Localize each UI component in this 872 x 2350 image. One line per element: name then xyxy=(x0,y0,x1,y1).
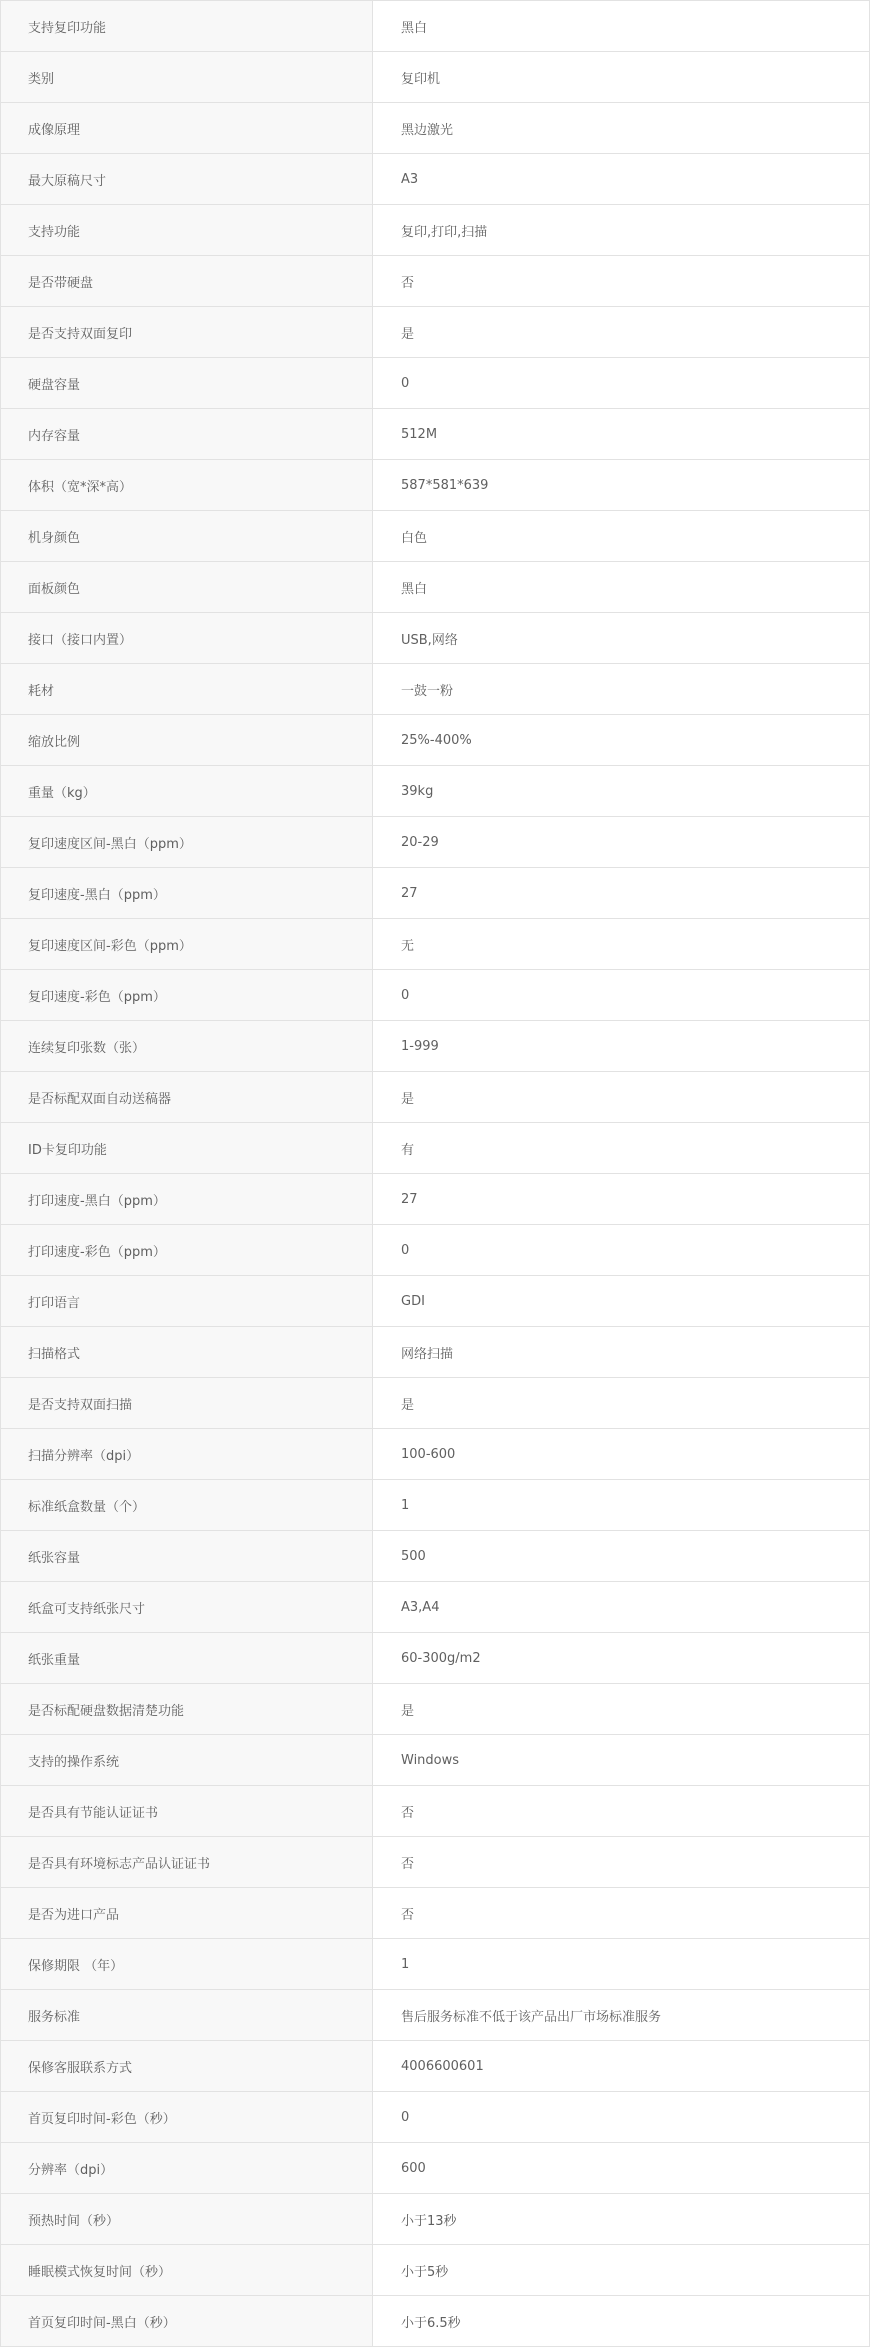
spec-row xyxy=(1,817,870,868)
spec-row xyxy=(1,1939,870,1990)
spec-value-cell: 1-999 xyxy=(373,1021,870,1072)
spec-name-cell: 扫描分辨率（dpi） xyxy=(1,1429,373,1480)
spec-row xyxy=(1,154,870,205)
spec-value-cell: 小于13秒 xyxy=(373,2194,870,2245)
spec-row xyxy=(1,1990,870,2041)
spec-name-cell: 支持功能 xyxy=(1,205,373,256)
spec-value-cell: 黑白 xyxy=(373,562,870,613)
spec-row xyxy=(1,1,870,52)
spec-name-cell: 是否具有环境标志产品认证证书 xyxy=(1,1837,373,1888)
spec-row xyxy=(1,511,870,562)
spec-row xyxy=(1,1633,870,1684)
spec-value-cell: 512M xyxy=(373,409,870,460)
spec-row xyxy=(1,1021,870,1072)
spec-row xyxy=(1,1837,870,1888)
spec-value-cell: 是 xyxy=(373,307,870,358)
spec-row xyxy=(1,256,870,307)
spec-row xyxy=(1,358,870,409)
spec-row xyxy=(1,970,870,1021)
spec-row xyxy=(1,1429,870,1480)
spec-value-cell: Windows xyxy=(373,1735,870,1786)
spec-row xyxy=(1,1582,870,1633)
spec-name-cell: 是否为进口产品 xyxy=(1,1888,373,1939)
spec-value-cell: 0 xyxy=(373,1225,870,1276)
spec-name-cell: 最大原稿尺寸 xyxy=(1,154,373,205)
spec-name-cell: 是否带硬盘 xyxy=(1,256,373,307)
spec-name-cell: 分辨率（dpi） xyxy=(1,2143,373,2194)
spec-value-cell: 售后服务标准不低于该产品出厂市场标准服务 xyxy=(373,1990,870,2041)
spec-row xyxy=(1,1327,870,1378)
spec-name-cell: 服务标准 xyxy=(1,1990,373,2041)
spec-row xyxy=(1,409,870,460)
spec-name-cell: 复印速度-彩色（ppm） xyxy=(1,970,373,1021)
spec-name-cell: 保修客服联系方式 xyxy=(1,2041,373,2092)
spec-row xyxy=(1,1378,870,1429)
spec-name-cell: 纸张重量 xyxy=(1,1633,373,1684)
spec-value-cell: 27 xyxy=(373,868,870,919)
spec-name-cell: 打印语言 xyxy=(1,1276,373,1327)
spec-name-cell: ID卡复印功能 xyxy=(1,1123,373,1174)
spec-name-cell: 类别 xyxy=(1,52,373,103)
spec-value-cell: 否 xyxy=(373,1786,870,1837)
spec-row xyxy=(1,1072,870,1123)
spec-value-cell: 0 xyxy=(373,358,870,409)
spec-row xyxy=(1,2194,870,2245)
spec-name-cell: 复印速度区间-彩色（ppm） xyxy=(1,919,373,970)
spec-value-cell: 100-600 xyxy=(373,1429,870,1480)
spec-row xyxy=(1,1123,870,1174)
spec-name-cell: 打印速度-彩色（ppm） xyxy=(1,1225,373,1276)
spec-row xyxy=(1,1735,870,1786)
spec-value-cell: 否 xyxy=(373,1837,870,1888)
spec-value-cell: 0 xyxy=(373,2092,870,2143)
spec-value-cell: 4006600601 xyxy=(373,2041,870,2092)
spec-value-cell: 无 xyxy=(373,919,870,970)
spec-row xyxy=(1,205,870,256)
spec-name-cell: 支持的操作系统 xyxy=(1,1735,373,1786)
spec-value-cell: A3,A4 xyxy=(373,1582,870,1633)
spec-value-cell: 600 xyxy=(373,2143,870,2194)
spec-value-cell: 25%-400% xyxy=(373,715,870,766)
spec-row xyxy=(1,613,870,664)
spec-row xyxy=(1,664,870,715)
spec-value-cell: 60-300g/m2 xyxy=(373,1633,870,1684)
spec-name-cell: 复印速度区间-黑白（ppm） xyxy=(1,817,373,868)
spec-name-cell: 体积（宽*深*高） xyxy=(1,460,373,511)
spec-name-cell: 内存容量 xyxy=(1,409,373,460)
spec-row xyxy=(1,1276,870,1327)
spec-name-cell: 连续复印张数（张） xyxy=(1,1021,373,1072)
spec-value-cell: 500 xyxy=(373,1531,870,1582)
spec-row xyxy=(1,1684,870,1735)
spec-name-cell: 睡眠模式恢复时间（秒） xyxy=(1,2245,373,2296)
spec-row xyxy=(1,103,870,154)
spec-name-cell: 打印速度-黑白（ppm） xyxy=(1,1174,373,1225)
spec-row xyxy=(1,919,870,970)
spec-name-cell: 标准纸盒数量（个） xyxy=(1,1480,373,1531)
spec-name-cell: 硬盘容量 xyxy=(1,358,373,409)
spec-row xyxy=(1,562,870,613)
spec-value-cell: 小于6.5秒 xyxy=(373,2296,870,2347)
spec-value-cell: USB,网络 xyxy=(373,613,870,664)
spec-name-cell: 接口（接口内置） xyxy=(1,613,373,664)
spec-value-cell: 否 xyxy=(373,1888,870,1939)
spec-name-cell: 预热时间（秒） xyxy=(1,2194,373,2245)
spec-row xyxy=(1,2143,870,2194)
spec-row xyxy=(1,1531,870,1582)
spec-row xyxy=(1,2245,870,2296)
spec-name-cell: 重量（kg） xyxy=(1,766,373,817)
spec-value-cell: 587*581*639 xyxy=(373,460,870,511)
spec-row xyxy=(1,1480,870,1531)
spec-row xyxy=(1,52,870,103)
spec-name-cell: 纸张容量 xyxy=(1,1531,373,1582)
spec-name-cell: 面板颜色 xyxy=(1,562,373,613)
spec-name-cell: 成像原理 xyxy=(1,103,373,154)
spec-value-cell: 39kg xyxy=(373,766,870,817)
spec-name-cell: 保修期限 （年） xyxy=(1,1939,373,1990)
spec-row xyxy=(1,1174,870,1225)
spec-row xyxy=(1,868,870,919)
spec-value-cell: 黑边激光 xyxy=(373,103,870,154)
spec-name-cell: 是否支持双面复印 xyxy=(1,307,373,358)
spec-value-cell: 黑白 xyxy=(373,1,870,52)
spec-name-cell: 是否标配双面自动送稿器 xyxy=(1,1072,373,1123)
spec-value-cell: 是 xyxy=(373,1072,870,1123)
spec-value-cell: 有 xyxy=(373,1123,870,1174)
spec-name-cell: 机身颜色 xyxy=(1,511,373,562)
spec-value-cell: 是 xyxy=(373,1378,870,1429)
spec-value-cell: 20-29 xyxy=(373,817,870,868)
spec-value-cell: 1 xyxy=(373,1939,870,1990)
spec-name-cell: 是否支持双面扫描 xyxy=(1,1378,373,1429)
spec-name-cell: 首页复印时间-彩色（秒） xyxy=(1,2092,373,2143)
spec-row xyxy=(1,2092,870,2143)
spec-value-cell: 复印机 xyxy=(373,52,870,103)
spec-value-cell: 27 xyxy=(373,1174,870,1225)
spec-name-cell: 耗材 xyxy=(1,664,373,715)
spec-value-cell: 小于5秒 xyxy=(373,2245,870,2296)
spec-value-cell: 复印,打印,扫描 xyxy=(373,205,870,256)
spec-name-cell: 扫描格式 xyxy=(1,1327,373,1378)
spec-value-cell: 白色 xyxy=(373,511,870,562)
spec-name-cell: 纸盒可支持纸张尺寸 xyxy=(1,1582,373,1633)
spec-name-cell: 复印速度-黑白（ppm） xyxy=(1,868,373,919)
spec-row xyxy=(1,1888,870,1939)
spec-value-cell: 一鼓一粉 xyxy=(373,664,870,715)
spec-value-cell: 是 xyxy=(373,1684,870,1735)
spec-name-cell: 支持复印功能 xyxy=(1,1,373,52)
spec-row xyxy=(1,2041,870,2092)
spec-name-cell: 缩放比例 xyxy=(1,715,373,766)
spec-value-cell: 0 xyxy=(373,970,870,1021)
spec-row xyxy=(1,307,870,358)
spec-row xyxy=(1,2296,870,2347)
spec-row xyxy=(1,715,870,766)
spec-value-cell: A3 xyxy=(373,154,870,205)
spec-table-body xyxy=(1,1,870,2347)
spec-row xyxy=(1,766,870,817)
spec-row xyxy=(1,460,870,511)
spec-value-cell: 网络扫描 xyxy=(373,1327,870,1378)
spec-row xyxy=(1,1786,870,1837)
spec-row xyxy=(1,1225,870,1276)
spec-name-cell: 首页复印时间-黑白（秒） xyxy=(1,2296,373,2347)
spec-name-cell: 是否标配硬盘数据清楚功能 xyxy=(1,1684,373,1735)
spec-value-cell: 否 xyxy=(373,256,870,307)
spec-value-cell: GDI xyxy=(373,1276,870,1327)
spec-name-cell: 是否具有节能认证证书 xyxy=(1,1786,373,1837)
spec-value-cell: 1 xyxy=(373,1480,870,1531)
